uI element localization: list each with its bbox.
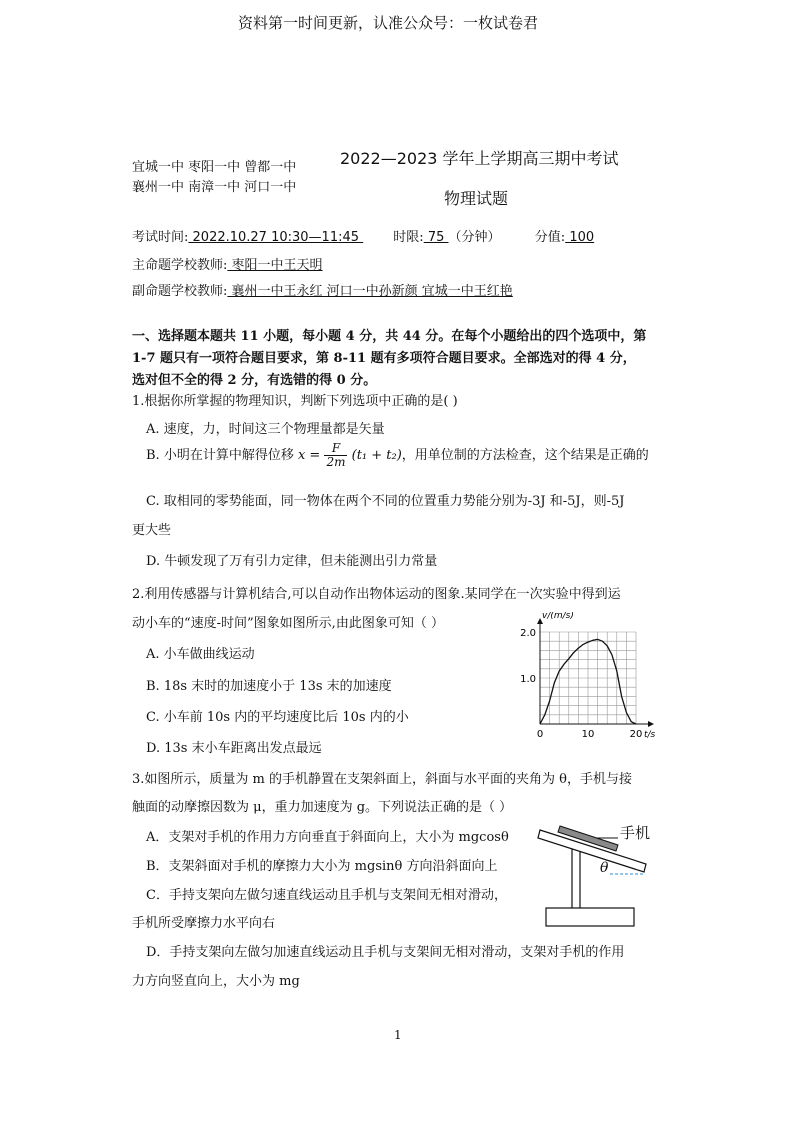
vice-teacher-row	[132, 280, 513, 299]
q3-option-a: A．支架对手机的作用力方向垂直于斜面向上，大小为 mgcosθ	[146, 830, 509, 845]
phone-label: 手机	[620, 824, 651, 842]
score-value: 100	[565, 230, 595, 245]
chart-grid	[540, 632, 636, 724]
q2-stem-1: 2.利用传感器与计算机结合,可以自动作出物体运动的图象.某同学在一次实验中得到运	[132, 587, 621, 602]
x-axis-label: t/s	[644, 730, 656, 740]
score-label: 分值:	[534, 230, 566, 245]
q1-stem: 1.根据你所掌握的物理知识，判断下列选项中正确的是( )	[132, 394, 458, 409]
y-axis-label: v/(m/s)	[542, 612, 574, 621]
q1-b-paren: (t₁ + t₂)	[351, 448, 402, 463]
q1-b-x: x =	[297, 448, 321, 463]
page-number: 1	[394, 1028, 402, 1042]
q3-option-c-1: C．手持支架向左做匀速直线运动且手机与支架间无相对滑动，	[146, 888, 507, 903]
vice-teacher-label: 副命题学校教师:	[132, 284, 228, 299]
q2-option-c: C. 小车前 10s 内的平均速度比后 10s 内的小	[146, 710, 409, 725]
q3-option-d-1: D．手持支架向左做匀加速直线运动且手机与支架间无相对滑动，支架对手机的作用	[146, 945, 625, 960]
main-teacher-value: 枣阳一中王天明	[227, 258, 323, 273]
section1-line-1: 一、选择题本题共 11 小题，每小题 4 分，共 44 分。在每个小题给出的四个选项中，第	[132, 329, 647, 344]
q1-b-fraction	[324, 442, 347, 469]
q1-b-pre: B. 小明在计算中解得位移	[146, 448, 294, 463]
duration-value: 75	[423, 230, 449, 245]
y-tick-label: 1.0	[520, 674, 536, 685]
exam-title: 2022—2023 学年上学期高三期中考试	[340, 149, 619, 168]
x-axis-arrow	[648, 721, 654, 727]
duration-unit: （分钟）	[448, 230, 501, 245]
q3-option-c-2: 手机所受摩擦力水平向右	[132, 916, 276, 931]
stand-base	[546, 908, 634, 926]
exam-info-row	[132, 226, 594, 245]
y-tick-label: 2.0	[520, 628, 536, 639]
section1-line-3: 选对但不全的得 2 分，有选错的得 0 分。	[132, 373, 377, 388]
q2-option-d: D. 13s 末小车距离出发点最远	[146, 741, 322, 756]
section1-line-2: 1-7 题只有一项符合题目要求，第 8-11 题有多项符合题目要求。全部选对的得 4 分，	[132, 351, 636, 366]
q3-stem-1: 3.如图所示，质量为 m 的手机静置在支架斜面上，斜面与水平面的夹角为 θ，手机与接	[132, 772, 632, 787]
schools-line-1: 宜城一中 枣阳一中 曾都一中	[132, 160, 297, 175]
q1-option-b	[146, 442, 649, 469]
time-label: 考试时间:	[132, 230, 189, 245]
x-tick-label: 10	[581, 729, 595, 740]
q2-option-a: A. 小车做曲线运动	[146, 647, 255, 662]
q1-b-denominator: 2m	[326, 455, 346, 469]
q1-option-c-1: C. 取相同的零势能面，同一物体在两个不同的位置重力势能分别为-3J 和-5J，则-5J	[146, 494, 625, 509]
vice-teacher-value: 襄州一中王永红 河口一中孙新颜 宜城一中王红艳	[227, 284, 513, 299]
subject-title: 物理试题	[444, 189, 509, 208]
q3-option-d-2: 力方向竖直向上，大小为 mg	[132, 974, 300, 989]
q1-b-post: ，用单位制的方法检查，这个结果是正确的	[401, 448, 649, 463]
header-note: 资料第一时间更新，认准公众号：一枚试卷君	[238, 14, 539, 32]
q2-stem-2: 动小车的“速度-时间”图象如图所示,由此图象可知（ ）	[132, 616, 444, 631]
x-tick-label: 0	[536, 729, 544, 740]
main-teacher-label: 主命题学校教师:	[132, 258, 228, 273]
duration-label: 时限:	[393, 230, 424, 245]
chart-axes	[537, 618, 654, 727]
q1-option-a: A. 速度，力，时间这三个物理量都是矢量	[146, 422, 385, 437]
q3-stem-2: 触面的动摩擦因数为 μ，重力加速度为 g。下列说法正确的是（ ）	[132, 800, 513, 815]
time-value: 2022.10.27 10:30—11:45	[188, 230, 364, 245]
q1-b-numerator: F	[324, 442, 347, 456]
x-tick-label: 20	[629, 729, 643, 740]
main-teacher-row	[132, 254, 323, 273]
q3-option-b: B．支架斜面对手机的摩擦力大小为 mgsinθ 方向沿斜面向上	[146, 859, 498, 874]
schools-line-2: 襄州一中 南漳一中 河口一中	[132, 180, 297, 195]
q1-option-d: D. 牛顿发现了万有引力定律，但未能测出引力常量	[146, 554, 438, 569]
q1-option-c-2: 更大些	[132, 523, 172, 538]
theta-label: θ	[600, 860, 609, 876]
q2-option-b: B. 18s 末时的加速度小于 13s 末的加速度	[146, 679, 392, 694]
vt-chart	[510, 612, 670, 744]
